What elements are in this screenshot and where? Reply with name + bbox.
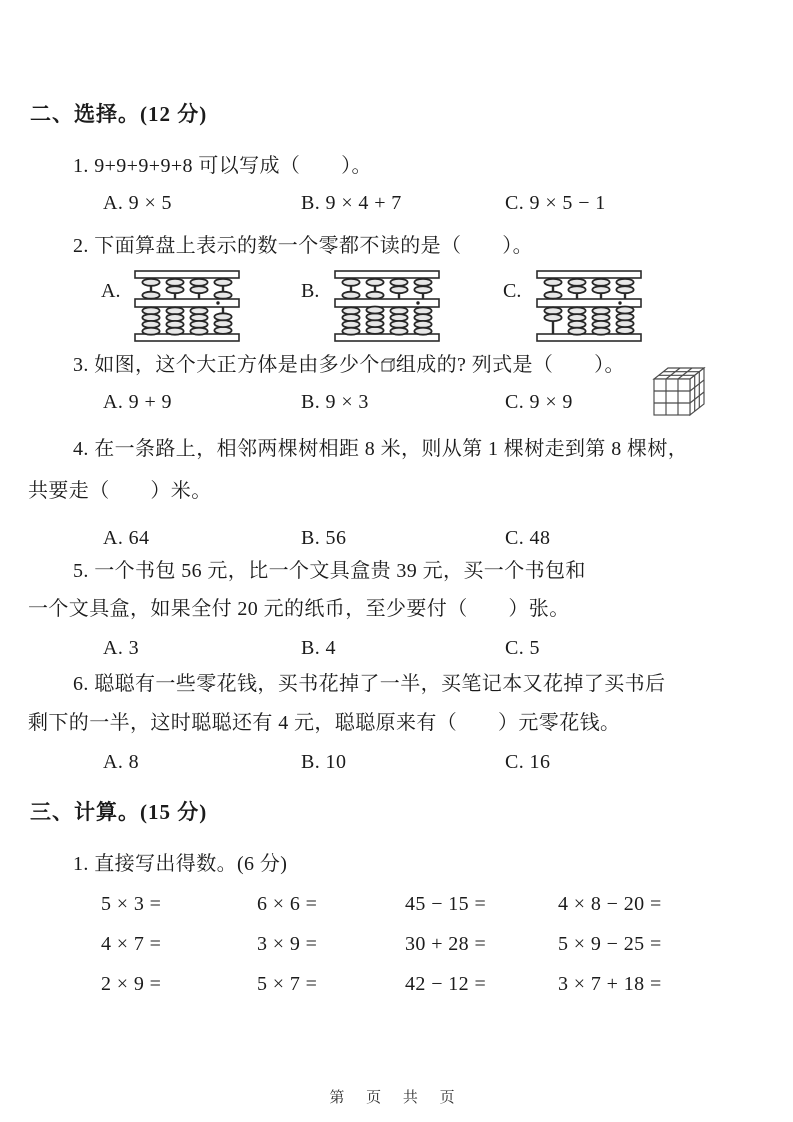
calc-item: 4 × 8 − 20 = xyxy=(558,893,662,915)
abacus-option-c xyxy=(503,270,743,344)
calc-item: 5 × 3 = xyxy=(101,893,162,915)
q4-option-c: C. 48 xyxy=(505,527,551,549)
q4-option-a: A. 64 xyxy=(103,527,150,549)
q6-option-a: A. 8 xyxy=(103,751,140,773)
cube-3x3x3-image xyxy=(650,358,708,418)
section-3-title: 三、计算。(15 分) xyxy=(30,800,208,824)
question-1-options xyxy=(0,192,793,220)
calc-row-1 xyxy=(0,893,793,921)
q1-option-a: A. 9 × 5 xyxy=(103,192,172,214)
calc-item: 6 × 6 = xyxy=(257,893,318,915)
calc-item: 30 + 28 = xyxy=(405,933,487,955)
q1-option-b: B. 9 × 4 + 7 xyxy=(301,192,402,214)
calc-item: 3 × 9 = xyxy=(257,933,318,955)
q5-option-b: B. 4 xyxy=(301,637,336,659)
question-5-line2: 一个文具盒，如果全付 20 元的纸币，至少要付（ ）张。 xyxy=(28,598,570,620)
question-4-line1: 4. 在一条路上，相邻两棵树相距 8 米，则从第 1 棵树走到第 8 棵树， xyxy=(73,438,689,460)
abacus-a-image xyxy=(134,270,240,342)
q6-option-b: B. 10 xyxy=(301,751,347,773)
unit-cube-icon xyxy=(381,353,395,367)
q5-option-c: C. 5 xyxy=(505,637,540,659)
calc-row-2 xyxy=(0,933,793,961)
q3-option-a: A. 9 + 9 xyxy=(103,391,172,413)
question-6-line2: 剩下的一半，这时聪聪还有 4 元，聪聪原来有（ ）元零花钱。 xyxy=(28,712,621,734)
q4-option-b: B. 56 xyxy=(301,527,347,549)
section-2-title: 二、选择。(12 分) xyxy=(30,102,208,126)
calc-item: 5 × 9 − 25 = xyxy=(558,933,662,955)
question-6-options xyxy=(0,751,793,779)
question-6-line1: 6. 聪聪有一些零花钱，买书花掉了一半，买笔记本又花掉了买书后 xyxy=(73,673,666,695)
question-4-options xyxy=(0,527,793,555)
abacus-b-image xyxy=(334,270,440,342)
question-5-options xyxy=(0,637,793,665)
calc-item: 3 × 7 + 18 = xyxy=(558,973,662,995)
abacus-c-image xyxy=(536,270,642,342)
q3-text-before: 3. 如图，这个大正方体是由多少个 xyxy=(73,354,380,376)
calc-row-3 xyxy=(0,973,793,1001)
calc-item: 2 × 9 = xyxy=(101,973,162,995)
calc-item: 5 × 7 = xyxy=(257,973,318,995)
q1-option-c: C. 9 × 5 − 1 xyxy=(505,192,606,214)
calc-item: 42 − 12 = xyxy=(405,973,487,995)
question-1-text: 1. 9+9+9+9+8 可以写成（ ）。 xyxy=(73,155,372,177)
q5-option-a: A. 3 xyxy=(103,637,140,659)
q3-option-b: B. 9 × 3 xyxy=(301,391,369,413)
abacus-b-label: B. xyxy=(301,280,320,302)
question-2-text: 2. 下面算盘上表示的数一个零都不读的是（ ）。 xyxy=(73,235,533,257)
q3-text-after: 组成的? 列式是（ ）。 xyxy=(395,354,625,376)
abacus-a-label: A. xyxy=(101,280,121,302)
page-footer: 第 页 共 页 xyxy=(329,1090,464,1106)
q3-option-c: C. 9 × 9 xyxy=(505,391,573,413)
question-5-line1: 5. 一个书包 56 元，比一个文具盒贵 39 元，买一个书包和 xyxy=(73,560,586,582)
abacus-c-label: C. xyxy=(503,280,522,302)
calc-item: 45 − 15 = xyxy=(405,893,487,915)
q6-option-c: C. 16 xyxy=(505,751,551,773)
calc-subsection-title: 1. 直接写出得数。(6 分) xyxy=(73,853,288,875)
question-3-text xyxy=(73,352,625,379)
calc-item: 4 × 7 = xyxy=(101,933,162,955)
question-4-line2: 共要走（ ）米。 xyxy=(28,480,212,502)
